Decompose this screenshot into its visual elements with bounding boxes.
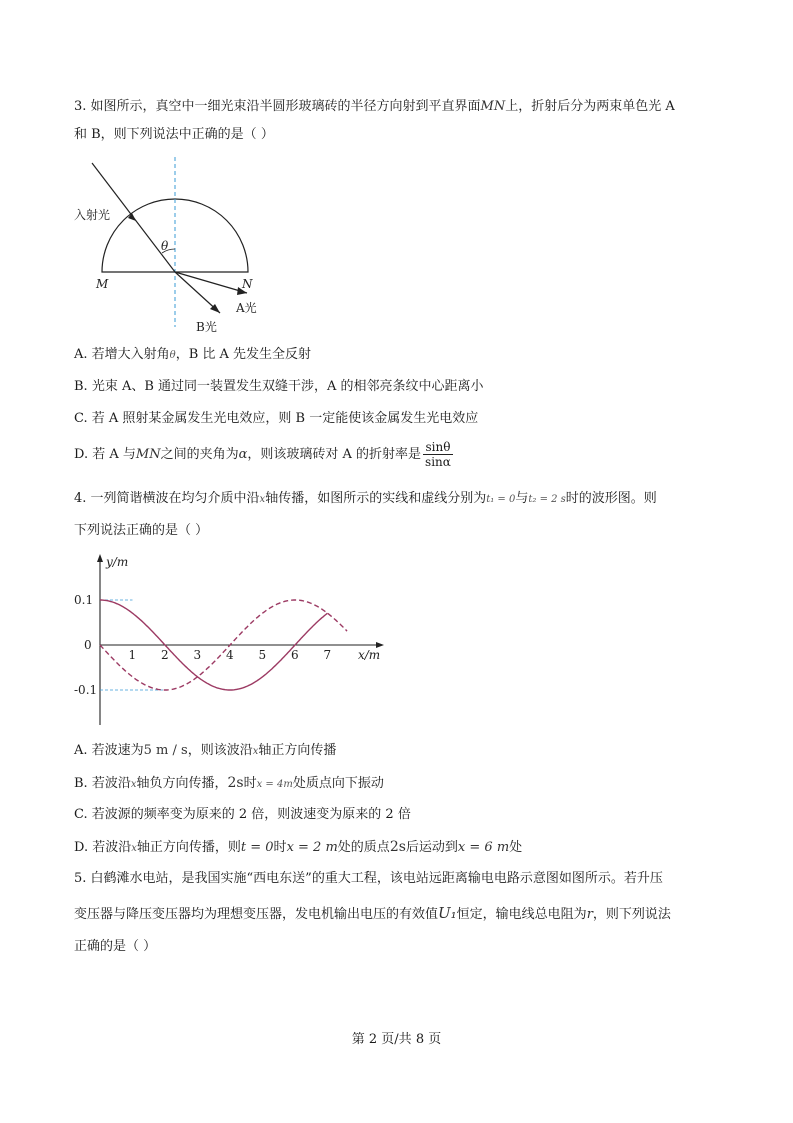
q3-d-numerator: sinθ — [423, 440, 453, 455]
q4-t2: t₂ = 2 s — [528, 494, 566, 505]
incident-light-label: 入射光 — [74, 208, 111, 222]
q3-mn: MN — [480, 99, 506, 114]
q4-option-b — [74, 774, 384, 794]
q4-d-mid2: 时 — [273, 840, 287, 855]
q3-d-pre: D. 若 A 与 — [74, 447, 136, 462]
q4-b-mid: 轴负方向传播， — [136, 776, 228, 791]
q4-stem-end: 时的波形图。则 — [565, 491, 657, 506]
incident-arrow — [128, 213, 136, 221]
q3-line-1 — [74, 98, 675, 116]
q3-a-post: ，B 比 A 先发生全反射 — [175, 347, 312, 362]
x-tick-label: 6 — [291, 648, 299, 662]
y-tick-label: -0.1 — [74, 683, 98, 697]
q4-d-x2: x = 2 m — [286, 840, 338, 855]
q3-a-pre: A. 若增大入射角 — [74, 347, 170, 362]
q4-b-post: 处质点向下振动 — [292, 776, 384, 791]
q3-stem-text: 3. 如图所示，真空中一细光束沿半圆形玻璃砖的半径方向射到平直界面 — [74, 99, 481, 114]
q4-stem-pre: 4. 一列简谐横波在均匀介质中沿 — [74, 491, 260, 506]
q3-a-theta: θ — [169, 350, 176, 361]
theta-label: θ — [161, 239, 169, 253]
page-footer: 第 2 页/共 8 页 — [351, 1032, 442, 1047]
q4-b-position: x = 4m — [256, 779, 293, 790]
q4-d-x6: x = 6 m — [457, 840, 510, 855]
x-tick-label: 1 — [128, 648, 137, 662]
q4-line-2 — [74, 522, 208, 540]
q5-stem-text-3: 正确的是（ ） — [74, 939, 157, 954]
q4-d-mid: 轴正方向传播，则 — [136, 840, 241, 855]
q4-x: x — [259, 494, 266, 505]
x-tick-label: 3 — [193, 648, 202, 662]
x-tick-label: 4 — [226, 648, 234, 662]
q4-a-post: 轴正方向传播 — [258, 743, 337, 758]
q5-u1: U₁ — [438, 904, 457, 922]
q3-d-denominator: sinα — [425, 455, 451, 469]
q3-b-text: B. 光束 A、B 通过同一装置发生双缝干涉，A 的相邻亮条纹中心距离小 — [74, 379, 484, 394]
y-tick-label: 0 — [84, 638, 92, 652]
q3-figure — [70, 155, 270, 335]
q4-d-post: 处 — [509, 840, 523, 855]
q4-a-mid: ，则该波沿 — [187, 743, 253, 758]
q4-a-x: x — [252, 746, 259, 757]
q4-option-a — [74, 742, 336, 761]
q5-stem-mid: 恒定，输电线总电阻为 — [456, 907, 587, 922]
q4-line-1 — [74, 490, 657, 509]
q4-b-pre: B. 若波沿 — [74, 776, 131, 791]
q3-option-c — [74, 410, 478, 428]
q4-d-x: x — [131, 843, 137, 854]
b-light-label: B光 — [196, 320, 217, 334]
q4-a-pre: A. 若波速为 — [74, 743, 144, 758]
q5-stem-pre: 变压器与降压变压器均为理想变压器，发电机输出电压的有效值 — [74, 907, 439, 922]
x-tick-label: 5 — [258, 648, 267, 662]
q3-stem-text-2: 和 B，则下列说法中正确的是（ ） — [74, 127, 274, 142]
q4-t1: t₁ = 0 — [486, 494, 516, 505]
x-tick-label: 2 — [161, 648, 169, 662]
q3-d-fraction — [423, 440, 453, 469]
q4-stem-mid: 轴传播，如图所示的实线和虚线分别为 — [265, 491, 487, 506]
y-tick-label: 0.1 — [74, 593, 94, 607]
q3-d-mid2: ，则该玻璃砖对 A 的折射率是 — [247, 447, 422, 462]
q3-d-mn: MN — [135, 447, 161, 462]
q3-c-text: C. 若 A 照射某金属发生光电效应，则 B 一定能使该金属发生光电效应 — [74, 411, 479, 426]
q5-line-1 — [74, 870, 663, 888]
q3-option-a — [74, 346, 311, 365]
q3-d-mid: 之间的夹角为 — [160, 447, 239, 462]
q4-d-t0: t = 0 — [240, 840, 274, 855]
q4-option-d — [74, 838, 522, 858]
q5-line-2 — [74, 904, 671, 924]
q4-b-mid2: 时 — [243, 776, 257, 791]
q4-b-time: 2s — [227, 775, 244, 791]
q4-b-x: x — [130, 779, 137, 790]
q3-d-alpha: α — [238, 447, 248, 462]
q3-line-2 — [74, 126, 274, 144]
q3-option-d — [74, 440, 453, 469]
q5-stem-post: ，则下列说法 — [592, 907, 671, 922]
q4-wave-chart — [70, 550, 400, 730]
x-axis-label: x/m — [358, 648, 381, 662]
q4-d-time: 2s — [389, 839, 406, 855]
y-axis-label: y/m — [106, 555, 129, 569]
q5-line-3 — [74, 938, 156, 956]
q4-stem-text-2: 下列说法正确的是（ ） — [74, 523, 209, 538]
q4-d-pre: D. 若波沿 — [74, 840, 132, 855]
x-tick-label: 7 — [323, 648, 332, 662]
q3-stem-end: 上，折射后分为两束单色光 A — [505, 99, 675, 114]
q4-d-mid4: 后运动到 — [405, 840, 458, 855]
q5-stem-text: 5. 白鹤滩水电站，是我国实施“西电东送”的重大工程，该电站远距离输电电路示意图如图所示。若升压 — [74, 871, 663, 886]
q4-c-text: C. 若波源的频率变为原来的 2 倍，则波速变为原来的 2 倍 — [74, 807, 411, 822]
point-n-label: N — [242, 277, 253, 291]
q4-a-speed: 5 m / s — [143, 743, 188, 758]
q5-r: r — [586, 907, 593, 922]
q3-option-b — [74, 378, 484, 396]
point-m-label: M — [96, 277, 109, 291]
q4-d-mid3: 处的质点 — [337, 840, 390, 855]
q4-option-c — [74, 806, 411, 824]
q4-and: 与 — [515, 491, 529, 506]
a-light-label: A光 — [236, 301, 257, 315]
y-axis-arrow — [97, 554, 103, 562]
